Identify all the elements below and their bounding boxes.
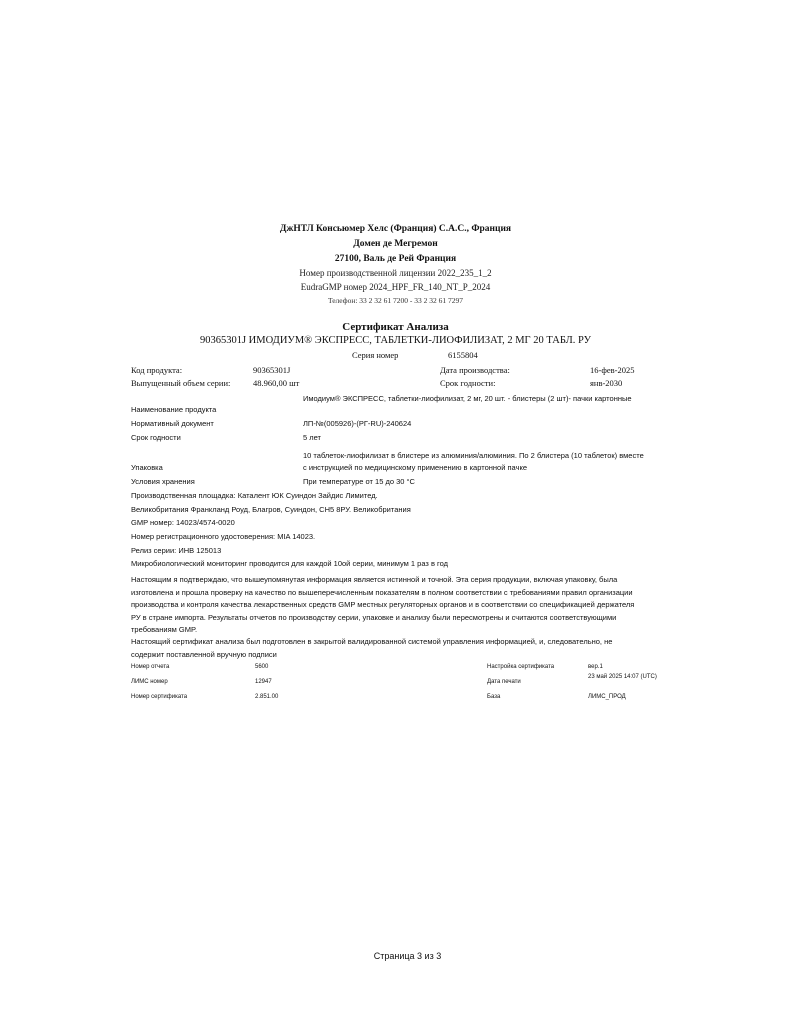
shelf-life-value: 5 лет — [303, 433, 321, 442]
lims-number-value: 12947 — [255, 679, 272, 685]
gmp-number: GMP номер: 14023/4574-0020 — [131, 518, 235, 527]
statement-paragraph-2: Настоящий сертификат анализа был подготовлен в закрытой валидированной системой управления информацией, и, следовательно, не содержит поставленной вручную подписи — [131, 637, 613, 659]
prod-date-label: Дата производства: — [440, 365, 510, 375]
volume-value: 48.960,00 шт — [253, 378, 300, 388]
certificate-number-value: 2.851.00 — [255, 694, 279, 700]
cert-setup-value: вер.1 — [588, 664, 603, 670]
company-phone: Телефон: 33 2 32 61 7200 - 33 2 32 61 7297 — [327, 296, 464, 305]
page-number: Страница 3 из 3 — [373, 951, 442, 961]
license-number: Номер производственной лицензии 2022_235_1_2 — [299, 268, 492, 278]
storage-value: При температуре от 15 до 30 °С — [303, 477, 415, 486]
database-label: База — [487, 694, 501, 700]
product-name-value: Имодиум® ЭКСПРЕСС, таблетки-лиофилизат, 2 мг, 20 шт. - блистеры (2 шт)- пачки картонные — [303, 394, 632, 403]
database-value: ЛИМС_ПРОД — [588, 694, 626, 700]
print-date-label: Дата печати — [487, 679, 521, 685]
report-number-label: Номер отчета — [131, 664, 170, 670]
lims-number-label: ЛИМС номер — [131, 679, 168, 685]
norm-doc-value: ЛП-№(005926)-(РГ-RU)-240624 — [303, 419, 412, 428]
site-line-1: Производственная площадка: Каталент ЮК Суиндон Зайдис Лимитед. — [131, 491, 378, 500]
cert-setup-label: Настройка сертификата — [487, 664, 555, 670]
series-value: 6155804 — [448, 350, 478, 360]
product-name-label: Наименование продукта — [131, 405, 217, 414]
site-line-2: Великобритания Франкланд Роуд, Благров, Суиндон, СН5 8РУ. Великобритания — [131, 505, 411, 514]
micro-monitoring: Микробиологический мониторинг проводится для каждой 10ой серии, минимум 1 раз в год — [131, 559, 448, 568]
expiry-label: Срок годности: — [440, 378, 496, 388]
packaging-label: Упаковка — [131, 463, 163, 472]
series-release: Релиз серии: ИНВ 125013 — [131, 546, 222, 555]
norm-doc-label: Нормативный документ — [131, 419, 214, 428]
product-line: 90365301J ИМОДИУМ® ЭКСПРЕСС, ТАБЛЕТКИ-ЛИОФИЛИЗАТ, 2 МГ 20 ТАБЛ. РУ — [199, 335, 592, 346]
storage-label: Условия хранения — [131, 477, 195, 486]
company-street: Домен де Мегремон — [353, 239, 438, 249]
volume-label: Выпущенный объем серии: — [131, 378, 231, 388]
expiry-value: янв-2030 — [590, 378, 623, 388]
prod-date-value: 16-фев-2025 — [590, 365, 635, 375]
statement-paragraph-1: Настоящим я подтверждаю, что вышеупомянутая информация является истинной и точной. Эта серия продукции, включая упаковку, была изготовлена и прошла проверку на качество по вышеперечисленным показателям в полном соответствии с требованиями правил организации производства и контроля качества лекарственных средств GMP местных регуляторных органов и в соответствии со спецификацией держателя РУ в стране импорта. Результаты отчетов по производству серии, упаковке и анализу были пересмотрены и считаются соответствующими требованиям GMP. — [131, 575, 635, 634]
report-number-value: 5600 — [255, 664, 269, 670]
eudragmp-number: EudraGMP номер 2024_HPF_FR_140_NT_P_2024 — [300, 282, 491, 292]
packaging-value: 10 таблеток-лиофилизат в блистере из алюминия/алюминия. По 2 блистера (10 таблеток) вместе с инструкцией по медицинскому применению в картонной пачке — [303, 451, 644, 472]
certificate-title: Сертификат Анализа — [342, 321, 449, 333]
shelf-life-label: Срок годности — [131, 433, 181, 442]
registration-number: Номер регистрационного удостоверения: MIA 14023. — [131, 532, 316, 541]
code-label: Код продукта: — [131, 365, 183, 375]
code-value: 90365301J — [253, 365, 291, 375]
print-date-value: 23 май 2025 14:07 (UTC) — [588, 674, 657, 680]
company-name: ДжНТЛ Консьюмер Хелс (Франция) С.А.С., Франция — [279, 224, 512, 234]
company-city: 27100, Валь де Рей Франция — [334, 254, 457, 264]
series-label: Серия номер — [352, 350, 399, 360]
certificate-number-label: Номер сертификата — [131, 694, 188, 700]
